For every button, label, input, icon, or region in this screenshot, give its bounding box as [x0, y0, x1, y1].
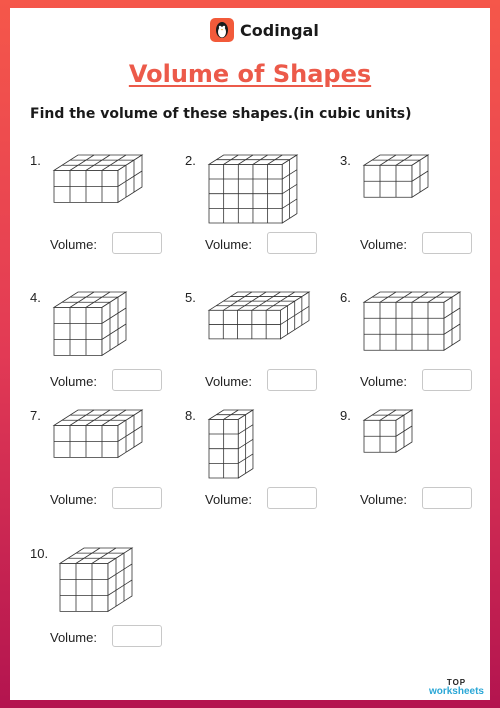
volume-label: Volume: [360, 374, 407, 389]
volume-answer-box[interactable] [422, 369, 472, 391]
problem-number: 8. [185, 408, 196, 423]
penguin-icon [210, 18, 234, 42]
problem-number: 10. [30, 546, 49, 561]
volume-answer-box[interactable] [267, 232, 317, 254]
problem-6 [340, 290, 490, 400]
cube-stack-shape [362, 153, 430, 200]
problem-10 [30, 546, 180, 656]
volume-answer-box[interactable] [267, 487, 317, 509]
page-title: Volume of Shapes [128, 60, 372, 88]
problem-number: 1. [30, 153, 41, 168]
problem-number: 2. [185, 153, 196, 168]
volume-answer-box[interactable] [112, 369, 162, 391]
volume-label: Volume: [205, 374, 252, 389]
cube-stack-shape [207, 290, 311, 341]
cube-stack-shape [207, 153, 299, 225]
problem-4 [30, 290, 180, 400]
cube-stack-shape [207, 408, 255, 480]
volume-label: Volume: [360, 237, 407, 252]
volume-label: Volume: [50, 630, 97, 645]
cube-stack-shape [52, 290, 128, 358]
cube-stack-shape [362, 408, 414, 455]
volume-answer-box[interactable] [422, 232, 472, 254]
problem-number: 5. [185, 290, 196, 305]
volume-answer-box[interactable] [112, 232, 162, 254]
volume-label: Volume: [50, 374, 97, 389]
problem-1 [30, 153, 180, 263]
problem-number: 6. [340, 290, 351, 305]
problem-8 [185, 408, 335, 518]
volume-label: Volume: [50, 492, 97, 507]
volume-answer-box[interactable] [112, 487, 162, 509]
volume-label: Volume: [50, 237, 97, 252]
volume-label: Volume: [205, 492, 252, 507]
problem-number: 3. [340, 153, 351, 168]
volume-answer-box[interactable] [422, 487, 472, 509]
problem-5 [185, 290, 335, 400]
volume-answer-box[interactable] [112, 625, 162, 647]
cube-stack-shape [58, 546, 134, 614]
cube-stack-shape [52, 408, 144, 460]
problem-number: 9. [340, 408, 351, 423]
problem-3 [340, 153, 490, 263]
worksheet [10, 8, 490, 700]
instruction-text: Find the volume of these shapes.(in cubic units) [30, 106, 412, 122]
problem-7 [30, 408, 180, 518]
brand-name: Codingal [240, 20, 319, 40]
problem-number: 4. [30, 290, 41, 305]
volume-label: Volume: [205, 237, 252, 252]
cube-stack-shape [362, 290, 462, 353]
problem-2 [185, 153, 335, 263]
problem-9 [340, 408, 490, 518]
volume-label: Volume: [360, 492, 407, 507]
problem-number: 7. [30, 408, 41, 423]
topworksheets-logo: TOP worksheets [428, 678, 484, 697]
volume-answer-box[interactable] [267, 369, 317, 391]
codingal-logo [210, 18, 319, 42]
cube-stack-shape [52, 153, 144, 205]
